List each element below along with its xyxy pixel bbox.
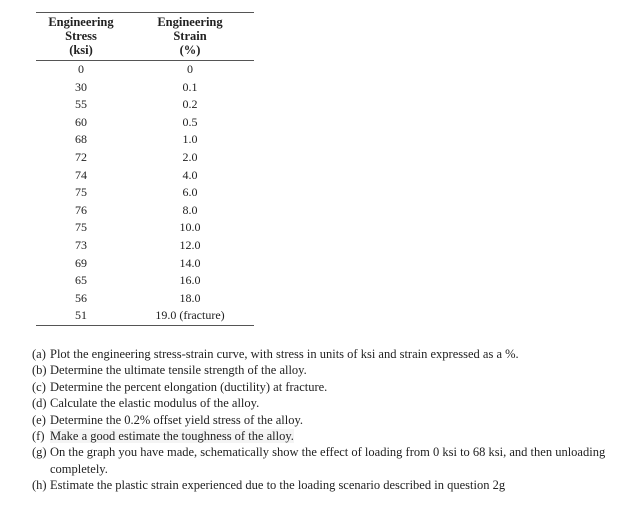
question-item-f [32,428,622,444]
question-item-h [32,477,622,493]
question-text: Make a good estimate the toughness of the alloy. [50,429,294,444]
strain-cell: 8.0 [182,202,198,217]
question-label: (b) [32,363,47,378]
strain-cell: 0 [187,62,193,76]
stress-cell: 55 [75,97,87,112]
question-text: Estimate the plastic strain experienced due to the loading scenario described in question 2g [50,478,506,493]
stress-cell: 72 [75,149,87,164]
table-row [36,219,254,237]
question-text: Plot the engineering stress-strain curve, with stress in units of ksi and strain expressed as a %. [50,347,519,361]
question-list [32,346,622,494]
question-item-c [32,379,622,395]
strain-cell: 4.0 [182,167,198,182]
table-row [36,149,254,167]
header-stress-line-2: Stress [65,29,97,43]
table-row [36,96,254,114]
question-label: (a) [32,347,46,361]
table-row [36,290,254,308]
header-strain-line-2: Strain [173,29,207,43]
table-header-row [36,13,254,61]
strain-cell: 10.0 [179,220,201,235]
strain-cell: 1.0 [182,132,198,147]
strain-cell: 2.0 [182,149,198,164]
strain-cell: 0.1 [182,79,198,94]
stress-cell: 56 [75,290,87,305]
question-text: Calculate the elastic modulus of the alloy. [50,396,260,411]
header-engineering-strain [126,13,254,61]
strain-cell: 0.2 [182,97,198,112]
stress-cell: 75 [75,185,87,200]
question-label: (h) [32,478,47,493]
header-strain-line-1: Engineering [157,15,223,29]
question-item-b [32,362,622,378]
question-label: (f) [32,429,45,444]
strain-cell: 18.0 [179,290,201,305]
header-stress-line-1: Engineering [48,15,114,29]
question-text: Determine the percent elongation (ductility) at fracture. [50,379,328,394]
stress-strain-table-container [36,12,254,326]
table-row [36,61,254,79]
strain-cell: 12.0 [179,237,201,252]
question-item-a [32,346,622,362]
question-item-d [32,395,622,411]
stress-cell: 73 [75,237,87,252]
table-row [36,184,254,202]
stress-cell: 69 [75,255,87,270]
table-row [36,202,254,220]
header-engineering-stress [36,13,126,61]
header-stress-line-3: (ksi) [69,43,93,57]
strain-cell: 6.0 [182,185,198,200]
stress-cell: 51 [36,307,126,325]
stress-cell: 68 [75,132,87,147]
strain-cell: 16.0 [179,273,201,288]
stress-cell: 65 [75,273,87,288]
question-text-wrapper [50,428,622,444]
question-text: On the graph you have made, schematically show the effect of loading from 0 ksi to 68 ksi, and then unloading completely. [50,445,606,476]
table-row [36,307,254,325]
stress-cell: 76 [75,202,87,217]
table-row [36,272,254,290]
header-strain-line-3: (%) [179,43,201,57]
stress-cell: 0 [78,62,84,76]
stress-cell: 74 [75,167,87,182]
table-row [36,114,254,132]
strain-cell: 0.5 [182,114,198,129]
question-label: (g) [32,445,47,460]
question-label: (c) [32,379,46,394]
table-row [36,131,254,149]
stress-cell: 75 [75,220,87,235]
question-item-g [32,444,622,477]
table-row [36,255,254,273]
stress-cell: 30 [75,79,87,94]
question-text: Determine the ultimate tensile strength of the alloy. [50,363,307,378]
question-label: (e) [32,412,46,427]
strain-cell: 14.0 [179,255,201,270]
question-text: Determine the 0.2% offset yield stress of the alloy. [50,412,304,427]
stress-cell: 60 [75,114,87,129]
table-row [36,167,254,185]
strain-cell: 19.0 (fracture) [126,307,254,325]
question-item-e [32,412,622,428]
stress-strain-table [36,12,254,326]
question-label: (d) [32,396,47,411]
table-row [36,79,254,97]
table-row [36,237,254,255]
